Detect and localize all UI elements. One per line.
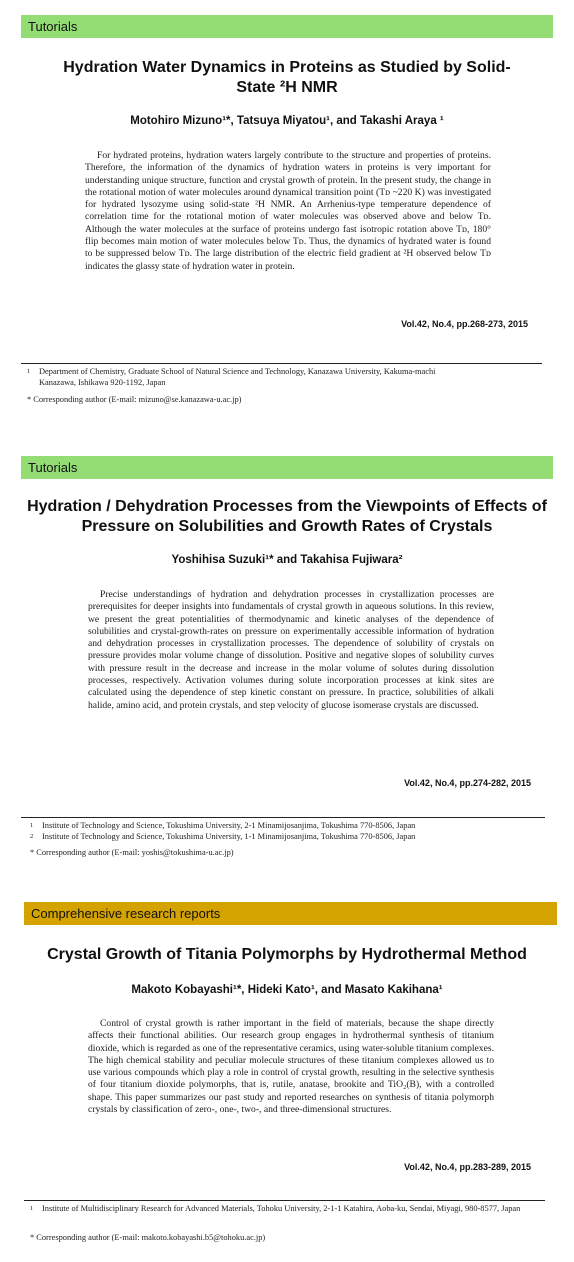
footnote bbox=[27, 367, 467, 388]
footnote-text: Department of Chemistry, Graduate School of Natural Science and Technology, Kanazawa University, Kakuma-machi Kanazawa, Ishikawa 920-1192, Japan bbox=[39, 367, 436, 387]
footnote-text: Institute of Technology and Science, Tokushima University, 2-1 Minamijosanjima, Tokushima 770-8506, Japan bbox=[42, 821, 416, 830]
citation: Vol.42, No.4, pp.283-289, 2015 bbox=[404, 1162, 531, 1172]
footnote-rule bbox=[21, 363, 542, 364]
footnote-mark: 1 bbox=[27, 368, 31, 375]
footnote-rule bbox=[24, 1200, 545, 1201]
citation: Vol.42, No.4, pp.274-282, 2015 bbox=[404, 778, 531, 788]
article-authors: Motohiro Mizuno¹*, Tatsuya Miyatou¹, and Takashi Araya ¹ bbox=[130, 115, 444, 127]
corresponding-author: * Corresponding author (E-mail: makoto.kobayashi.b5@tohoku.ac.jp) bbox=[30, 1233, 266, 1242]
corresponding-author: * Corresponding author (E-mail: mizuno@se.kanazawa-u.ac.jp) bbox=[27, 395, 242, 404]
article-abstract: For hydrated proteins, hydration waters largely contribute to the structure and properties of proteins. Therefore, the information of the dynamics of hydration waters in proteins is very important for understanding unique structure, function and crystal growth of protein. In the present study, the change in the rotational motion of water molecules around dynamical transition point (Tᴅ ~220 K) was investigated for hydrated lysozyme using solid-state ²H NMR. An Arrhenius-type temperature dependence of correlation time for the rotational motion of water molecules was observed above and below Tᴅ. Although the water molecules at the surface of proteins undergo fast isotropic rotation above Tᴅ, 180° flip becomes main motion of water molecules below Tᴅ. Thus, the dynamics of hydrated water is found to be suppressed below Tᴅ. The large distribution of the electric field gradient at ²H observed below Tᴅ indicates the glassy state of hydration water in protein. bbox=[85, 150, 491, 272]
footnote bbox=[30, 832, 530, 843]
footnote-text: Institute of Multidisciplinary Research for Advanced Materials, Tohoku University, 2-1-1 Katahira, Aoba-ku, Sendai, Miyagi, 980-8577, Japan bbox=[42, 1204, 521, 1213]
corresponding-author: * Corresponding author (E-mail: yoshis@tokushima-u.ac.jp) bbox=[30, 848, 234, 857]
category-banner bbox=[21, 456, 553, 479]
category-label: Tutorials bbox=[28, 460, 78, 475]
article-authors: Yoshihisa Suzuki¹* and Takahisa Fujiwara² bbox=[171, 554, 403, 566]
footnote-text: Institute of Technology and Science, Tokushima University, 1-1 Minamijosanjima, Tokushima 770-8506, Japan bbox=[42, 832, 416, 841]
footnote-rule bbox=[21, 817, 545, 818]
footnote-mark: 1 bbox=[30, 822, 34, 829]
category-banner bbox=[24, 902, 557, 925]
citation: Vol.42, No.4, pp.268-273, 2015 bbox=[401, 319, 528, 329]
article-abstract: Precise understandings of hydration and dehydration processes in crystallization processes are prerequisites for deeper insights into fundamentals of crystal growth in aqueous solutions. In this review, we present the great potentialities of thermodynamic and kinetic analyses of the dependence of solubilities and crystal-growth-rates on pressure on experimentally accessible information of hydration and dehydration processes in crystallization processes. The dependence of solubility of crystals on pressure provides molar volume change of dissolution. Positive and negative slopes of solubility curves with pressure result in the decrease and increase in the molar volume of solutes during dissolution processes, respectively. Activation volumes during solute incorporation processes at kink sites are calculated using the dependence of step kinetic constant on pressure. In practice, solubilities of alkali halide, amino acid, and protein crystals, and step velocity of glucose isomerase crystals are discussed. bbox=[88, 589, 494, 711]
article-abstract: Control of crystal growth is rather important in the field of materials, because the shape directly affects their functional abilities. Our research group engages in hydrothermal synthesis of titanium dioxide, which is regarded as one of the representative ceramics, using water-soluble titanium complexes. The high chemical stability and peculiar molecule structures of these titanium complexes allowed us to use various compounds which play a role in control of crystal growth, resulting in the selective synthesis of four titanium dioxide polymorphs, that is, rutile, anatase, brookite and TiO₂(B), with a controlled shape. This paper summarizes our past study and reported researches on synthesis of titania polymorph crystals by classification of zero-, one-, two-, and three-dimensional structures. bbox=[88, 1018, 494, 1116]
category-label: Comprehensive research reports bbox=[31, 906, 221, 921]
category-label: Tutorials bbox=[28, 19, 78, 34]
article-title: Hydration / Dehydration Processes from the Viewpoints of Effects of Pressure on Solubilities and Growth Rates of Crystals bbox=[27, 498, 547, 535]
article-title: Hydration Water Dynamics in Proteins as Studied by Solid-State ²H NMR bbox=[63, 59, 511, 96]
article-authors: Makoto Kobayashi¹*, Hideki Kato¹, and Masato Kakihana¹ bbox=[131, 984, 443, 996]
footnote-mark: 2 bbox=[30, 833, 34, 840]
category-banner bbox=[21, 15, 553, 38]
footnote bbox=[30, 1204, 545, 1215]
article-title: Crystal Growth of Titania Polymorphs by Hydrothermal Method bbox=[47, 946, 527, 963]
footnote bbox=[30, 821, 530, 832]
footnote-mark: 1 bbox=[30, 1205, 34, 1212]
